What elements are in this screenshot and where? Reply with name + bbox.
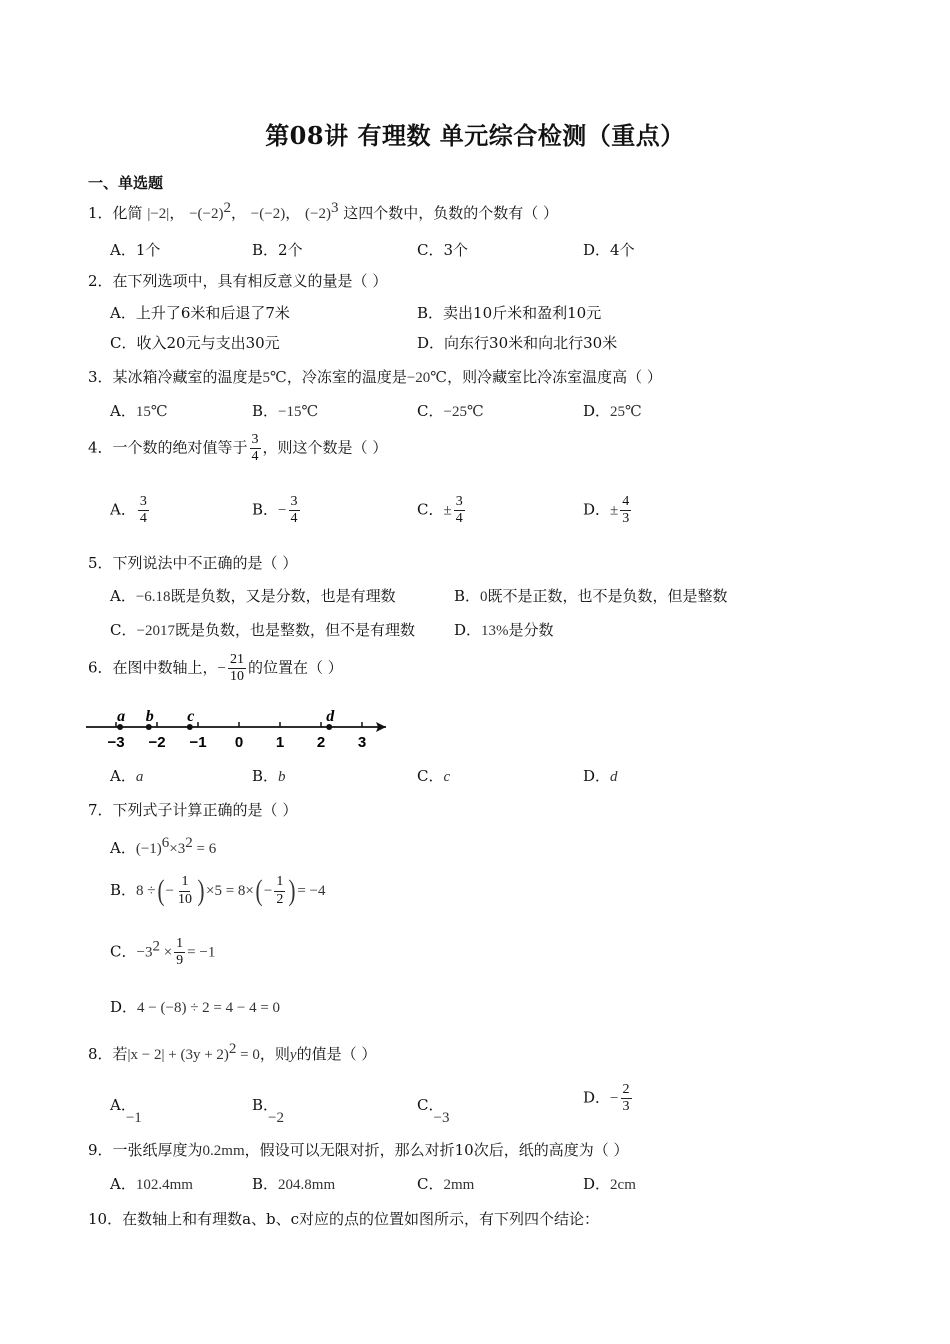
q1-expr-1: |−2| xyxy=(147,206,170,222)
q4-option-a[interactable] xyxy=(110,494,151,527)
q5-d-text: 是分数 xyxy=(508,621,554,639)
q9-a-label: A． xyxy=(110,1175,136,1193)
q7-d-label: D． xyxy=(110,998,138,1016)
q3-c-value: −25℃ xyxy=(443,404,484,420)
q4-b-num: 3 xyxy=(289,494,300,511)
q7-b-rparen-1: ) xyxy=(197,874,205,907)
q3-option-d[interactable] xyxy=(583,400,642,421)
q7-c-label: C． xyxy=(110,942,137,961)
q8-d-sign: − xyxy=(610,1090,619,1107)
q6-c-label: C． xyxy=(417,767,444,785)
q7-c-math-1: −3 xyxy=(136,944,153,961)
q7-b-lparen-1: ( xyxy=(157,874,165,907)
question-10: 10．在数轴上和有理数a、b、c对应的点的位置如图所示，有下列四个结论： xyxy=(88,1210,600,1228)
q7-d-math: 4 − (−8) ÷ 2 = 4 − 4 = 0 xyxy=(137,1000,281,1016)
q2-option-d[interactable]: D．向东行30米和向北行30米 xyxy=(417,334,618,352)
q7-a-label: A． xyxy=(110,839,136,857)
q1-expr-2: −(−2) xyxy=(189,206,224,222)
q8-d-den: 3 xyxy=(622,1099,630,1115)
q5-a-label: A． xyxy=(110,587,136,605)
q7-option-d[interactable] xyxy=(110,996,280,1017)
q9-suffix: ，假设可以无限对折，那么对折10次后，纸的高度为（ ） xyxy=(244,1141,629,1159)
q6-option-a[interactable] xyxy=(110,765,143,786)
q5-b-math: 0 xyxy=(480,589,488,605)
q9-a-value: 102.4mm xyxy=(135,1177,193,1193)
question-6 xyxy=(88,652,343,685)
q7-a-rest: ×3 xyxy=(169,841,186,857)
q5-d-math: 13% xyxy=(481,623,509,639)
q7-b-math-3: = −4 xyxy=(297,883,326,899)
q7-option-b[interactable] xyxy=(110,874,326,908)
question-4 xyxy=(88,432,387,465)
q6-a-value: a xyxy=(135,769,144,785)
q7-a-end: = 6 xyxy=(192,841,217,857)
q8-option-a[interactable] xyxy=(110,1094,152,1126)
q5-c-label: C． xyxy=(110,621,137,639)
q8-b-label: B． xyxy=(252,1096,279,1114)
q9-option-b[interactable] xyxy=(252,1173,335,1194)
q9-c-label: C． xyxy=(417,1175,444,1193)
q7-b-fraction-1 xyxy=(176,874,194,907)
q5-option-a[interactable] xyxy=(110,585,396,606)
q9-b-label: B． xyxy=(252,1175,279,1193)
section-heading: 一、单选题 xyxy=(88,174,164,192)
q4-b-fraction xyxy=(289,494,300,527)
q9-b-value: 204.8mm xyxy=(278,1177,336,1193)
q5-c-text: 既是负数，也是整数，但不是有理数 xyxy=(174,621,415,639)
q7-b-num-2: 1 xyxy=(274,874,285,891)
q7-b-fraction-2 xyxy=(274,874,285,907)
q1-option-d[interactable]: D．4个 xyxy=(583,241,635,259)
q7-c-math-3: = −1 xyxy=(187,944,216,961)
q4-b-label: B． xyxy=(252,500,279,519)
q3-c-label: C． xyxy=(417,402,444,420)
q5-a-text: 既是负数，又是分数，也是有理数 xyxy=(170,587,396,605)
q6-option-d[interactable] xyxy=(583,765,618,786)
q4-b-den: 4 xyxy=(290,511,298,527)
q1-expr-4: (−2) xyxy=(305,206,331,222)
q6-option-c[interactable] xyxy=(417,765,450,786)
q8-option-d[interactable] xyxy=(583,1082,634,1115)
q6-b-label: B． xyxy=(252,767,279,785)
q4-d-den: 3 xyxy=(622,511,630,527)
q4-prefix: 4．一个数的绝对值等于 xyxy=(88,438,248,457)
q5-b-label: B． xyxy=(454,587,481,605)
q4-c-num: 3 xyxy=(454,494,465,511)
q1-number: 1． xyxy=(88,204,113,222)
q4-d-fraction xyxy=(620,494,631,527)
q6-sign: − xyxy=(217,660,227,677)
q3-b-label: B． xyxy=(252,402,279,420)
q8-d-num: 2 xyxy=(621,1082,632,1099)
q4-c-fraction xyxy=(454,494,465,527)
q9-d-label: D． xyxy=(583,1175,611,1193)
q9-thickness: 0.2mm xyxy=(202,1143,245,1159)
q6-frac-num: 21 xyxy=(228,652,246,669)
question-2: 2．在下列选项中，具有相反意义的量是（ ） xyxy=(88,272,388,290)
question-3 xyxy=(88,366,662,387)
q6-frac-den: 10 xyxy=(230,669,245,685)
q8-c-label: C． xyxy=(417,1096,444,1114)
q3-option-a[interactable] xyxy=(110,400,168,421)
q3-a-label: A． xyxy=(110,402,136,420)
question-7: 7．下列式子计算正确的是（ ） xyxy=(88,801,298,819)
q8-exp: 2 xyxy=(228,1041,237,1057)
q1-expr-3: −(−2) xyxy=(250,206,286,222)
q8-option-c[interactable] xyxy=(417,1094,459,1126)
q6-fraction xyxy=(228,652,246,685)
q3-option-b[interactable] xyxy=(252,400,318,421)
q7-b-label: B． xyxy=(110,881,137,899)
q3-suffix: ，则冷藏室比冷冻室温度高（ ） xyxy=(447,368,662,386)
q6-c-value: c xyxy=(443,769,451,785)
number-line-tick-label: 3 xyxy=(357,734,367,751)
q5-d-label: D． xyxy=(454,621,482,639)
number-line-tick-label: −1 xyxy=(189,734,207,751)
q1-exp-2: 2 xyxy=(223,200,232,216)
q9-prefix: 9．一张纸厚度为 xyxy=(88,1141,203,1159)
q7-c-num: 1 xyxy=(174,936,185,953)
q4-option-d[interactable] xyxy=(583,494,633,527)
q7-b-lparen-2: ( xyxy=(255,874,263,907)
q9-c-value: 2mm xyxy=(443,1177,475,1193)
q8-math-2: = 0 xyxy=(236,1047,260,1063)
q3-a-value: 15℃ xyxy=(135,404,168,420)
q2-option-a[interactable]: A．上升了6米和后退了7米 xyxy=(110,304,290,322)
q2-option-c[interactable]: C．收入20元与支出30元 xyxy=(110,334,280,352)
q8-d-fraction xyxy=(621,1082,632,1115)
number-line-point-label: d xyxy=(326,708,335,725)
q6-b-value: b xyxy=(278,769,286,785)
number-line-point-label: c xyxy=(187,708,195,725)
question-1: 1．化简 |−2|， $-(-2)^2$， −(−2)， $(-2)^3$ 这四个数中，负数的个数有（ ） xyxy=(88,200,559,222)
q4-a-num: 3 xyxy=(138,494,149,511)
q3-middle: ，冷冻室的温度是 xyxy=(286,368,407,386)
q8-prefix: 8．若 xyxy=(88,1045,128,1063)
q3-option-c[interactable] xyxy=(417,400,484,421)
q8-d-label: D． xyxy=(583,1088,611,1107)
q3-prefix: 3．某冰箱冷藏室的温度是 xyxy=(88,368,263,386)
q7-b-rparen-2: ) xyxy=(288,874,296,907)
page-title: 第08讲 有理数 单元综合检测（重点） xyxy=(265,121,685,150)
number-line-tick-label: −3 xyxy=(107,734,125,751)
question-8 xyxy=(88,1041,376,1064)
q5-b-text: 既不是正数，也不是负数，但是整数 xyxy=(487,587,728,605)
q7-b-num-1: 1 xyxy=(179,874,190,891)
q4-option-c[interactable] xyxy=(417,494,467,527)
q4-c-sign: ± xyxy=(443,502,452,519)
q5-a-math: −6.18 xyxy=(135,589,171,605)
q7-a-math: (−1) xyxy=(135,841,162,857)
question-9 xyxy=(88,1139,629,1160)
q5-option-b[interactable] xyxy=(454,585,728,606)
q8-option-b[interactable] xyxy=(252,1094,294,1126)
q7-a-exp2: 2 xyxy=(185,835,193,851)
q4-d-label: D． xyxy=(583,500,611,519)
q3-temp-2: −20℃ xyxy=(406,370,448,386)
number-line-tick-label: 0 xyxy=(234,734,244,751)
number-line-tick-labels xyxy=(107,734,366,751)
q8-a-value: −1 xyxy=(125,1110,142,1126)
number-line-point-label: a xyxy=(117,708,126,725)
q4-frac-den: 4 xyxy=(251,449,259,465)
q1-prefix: 化简 xyxy=(112,204,143,222)
q4-b-sign: − xyxy=(278,502,287,519)
q8-b-value: −2 xyxy=(268,1110,284,1126)
q1-suffix: 这四个数中，负数的个数有（ ） xyxy=(343,204,559,222)
q6-d-label: D． xyxy=(583,767,611,785)
q1-option-b[interactable]: B．2个 xyxy=(252,241,303,259)
q5-option-c[interactable] xyxy=(110,619,415,640)
q3-d-value: 25℃ xyxy=(610,404,642,420)
q7-b-math-1: 8 ÷ xyxy=(136,883,156,899)
q6-prefix: 6．在图中数轴上， xyxy=(88,658,218,677)
q7-c-den: 9 xyxy=(176,953,184,969)
q8-a-label: A． xyxy=(110,1096,136,1114)
q8-math-1: |x − 2| + (3y + 2) xyxy=(127,1047,229,1063)
q7-b-minus-1: − xyxy=(165,883,174,899)
q9-option-a[interactable] xyxy=(110,1173,193,1194)
q5-c-math: −2017 xyxy=(136,623,175,639)
q7-option-c[interactable] xyxy=(110,936,215,969)
q4-suffix: ，则这个数是（ ） xyxy=(262,438,388,457)
q4-fraction xyxy=(250,432,261,465)
number-line-figure xyxy=(86,703,406,753)
q8-suffix: 的值是（ ） xyxy=(296,1045,377,1063)
question-5: 5．下列说法中不正确的是（ ） xyxy=(88,554,298,572)
number-line-point-label: b xyxy=(145,708,154,725)
q7-c-exp: 2 xyxy=(152,938,160,955)
q7-b-den-2: 2 xyxy=(276,891,284,907)
q4-c-label: C． xyxy=(417,500,444,519)
q6-suffix: 的位置在（ ） xyxy=(248,658,343,677)
q2-option-b[interactable]: B．卖出10斤米和盈利10元 xyxy=(417,304,602,322)
q4-option-b[interactable] xyxy=(252,494,302,527)
q3-temp-1: 5℃ xyxy=(262,370,287,386)
q3-d-label: D． xyxy=(583,402,611,420)
q7-b-minus-2: − xyxy=(263,883,273,899)
q1-exp-4: 3 xyxy=(330,200,339,216)
q4-a-den: 4 xyxy=(139,511,147,527)
number-line-tick-label: 1 xyxy=(275,734,285,751)
q4-frac-num: 3 xyxy=(250,432,261,449)
q8-middle: ，则 xyxy=(259,1045,290,1063)
q1-option-a[interactable]: A．1个 xyxy=(110,241,161,259)
q7-a-exp: 6 xyxy=(161,835,170,851)
q6-a-label: A． xyxy=(110,767,136,785)
q3-b-value: −15℃ xyxy=(278,404,319,420)
q7-c-math-2: × xyxy=(159,944,173,961)
q4-d-sign: ± xyxy=(610,502,619,519)
q6-d-value: d xyxy=(610,769,618,785)
q9-option-c[interactable] xyxy=(417,1173,474,1194)
q9-option-d[interactable] xyxy=(583,1173,636,1194)
number-line-tick-label: −2 xyxy=(148,734,166,751)
q7-option-a[interactable] xyxy=(110,835,216,858)
q4-a-fraction xyxy=(138,494,149,527)
q5-option-d[interactable] xyxy=(454,619,554,640)
q7-c-fraction xyxy=(174,936,185,969)
number-line-tick-label: 2 xyxy=(316,734,326,751)
q7-b-math-2: ×5 = 8× xyxy=(205,883,254,899)
q4-a-label: A． xyxy=(110,500,136,519)
q6-option-b[interactable] xyxy=(252,765,286,786)
q8-c-value: −3 xyxy=(433,1110,450,1126)
q4-c-den: 4 xyxy=(455,511,463,527)
q7-b-den-1: 10 xyxy=(177,891,192,907)
q4-d-num: 4 xyxy=(620,494,631,511)
q8-variable: y xyxy=(289,1047,297,1063)
q9-d-value: 2cm xyxy=(610,1177,636,1193)
q1-option-c[interactable]: C．3个 xyxy=(417,241,469,259)
